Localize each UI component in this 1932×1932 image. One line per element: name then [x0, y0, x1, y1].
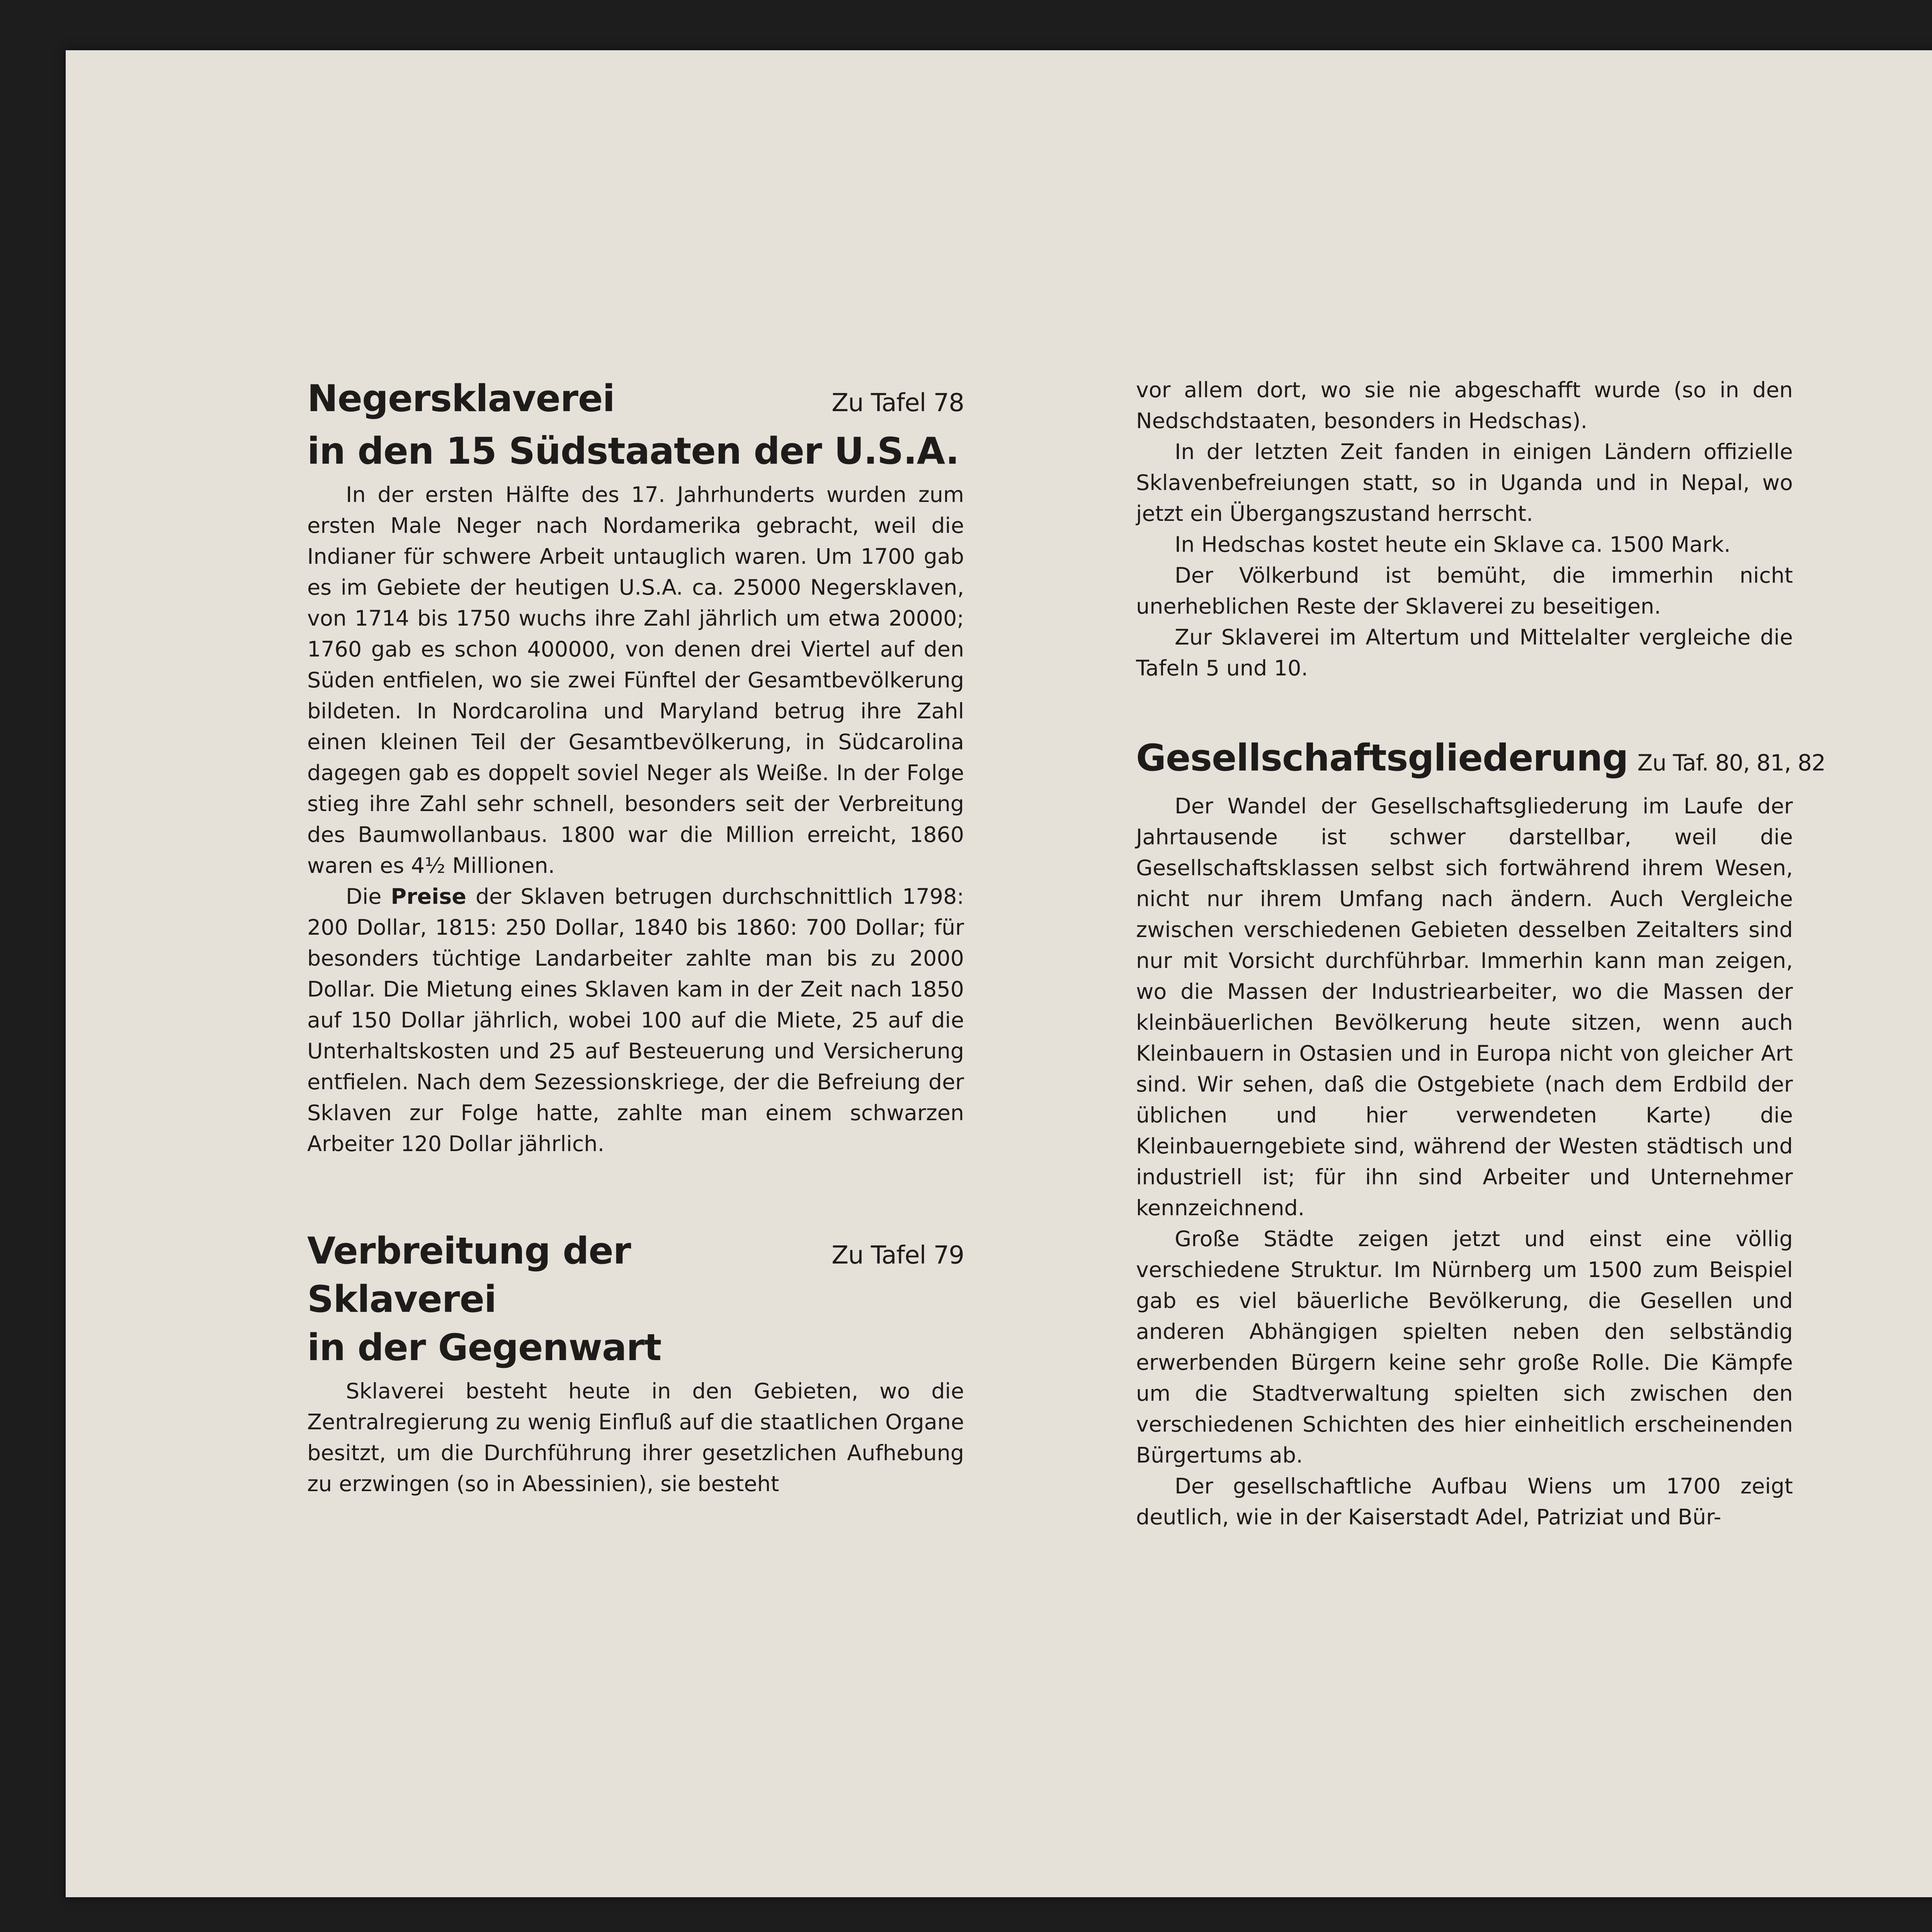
text-fragment: der Sklaven betrugen durchschnittlich 1798: 200 Dollar, 1815: 250 Dollar, 1840 bis 1860: 700 Dollar; für besonders tüchtige Landarbeiter zahlte man bis zu 2000 Dollar. Die Mietung eines Sklaven kam in der Zeit nach 1850 auf 150 Dollar jährlich, wobei 100 auf die Miete, 25 auf die Unterhaltskosten und 25 auf Besteuerung und Versicherung entfielen. Nach dem Sezessionskriege, der die Befreiung der Sklaven zur Folge hatte, zahlte man einem schwarzen Arbeiter 120 Dollar jährlich. — [307, 884, 964, 1156]
paragraph: Der Wandel der Gesellschaftsgliederung im Laufe der Jahrtausende ist schwer darstellbar, weil die Gesellschaftsklassen selbst sich fortwährend ihrem Wesen, nicht nur ihrem Umfang nach ändern. Auch Vergleiche zwischen verschiedenen Gebieten desselben Zeitalters sind nur mit Vorsicht durchführbar. Immerhin kann man zeigen, wo die Massen der Industriearbeiter, wo die Massen der kleinbäuerlichen Bevölkerung heute sitzen, wenn auch Kleinbauern in Ostasien und in Europa nicht von gleicher Art sind. Wir sehen, daß die Ostgebiete (nach dem Erdbild der üblichen und hier verwendeten Karte) die Kleinbauerngebiete sind, während der Westen städtisch und industriell ist; für ihn sind Arbeiter und Unternehmer kennzeichnend. — [1136, 794, 1793, 1221]
paragraph: In Hedschas kostet heute ein Sklave ca. 1500 Mark. — [1175, 532, 1731, 557]
page-sheet — [66, 50, 1932, 1897]
heading-line-2: in der Gegenwart — [307, 1327, 662, 1369]
section-heading-gesellschaftsgliederung — [1136, 734, 1826, 787]
heading-line-2: in den 15 Südstaaten der U.S.A. — [307, 430, 959, 473]
paragraph: vor allem dort, wo sie nie abgeschafft wurde (so in den Nedschdstaaten, besonders in Hedschas). — [1136, 378, 1793, 434]
heading-line-1: Negersklaverei — [307, 378, 615, 420]
paragraph: In der letzten Zeit fanden in einigen Ländern offizielle Sklavenbefreiungen statt, so in Uganda und in Nepal, wo jetzt ein Übergangszustand herrscht. — [1136, 439, 1793, 526]
column-left — [307, 375, 964, 1500]
paragraph: Der gesellschaftliche Aufbau Wiens um 1700 zeigt deutlich, wie in der Kaiserstadt Adel, Patriziat und Bür- — [1136, 1474, 1793, 1530]
paragraph: In der ersten Hälfte des 17. Jahrhunderts wurden zum ersten Male Neger nach Nordamerika gebracht, weil die Indianer für schwere Arbeit untauglich waren. Um 1700 gab es im Gebiete der heutigen U.S.A. ca. 25000 Negersklaven, von 1714 bis 1750 wuchs ihre Zahl jährlich um etwa 20000; 1760 gab es schon 400000, von denen drei Viertel auf den Süden entfielen, wo sie zwei Fünftel der Gesamtbevölkerung bildeten. In Nordcarolina und Maryland betrug ihre Zahl einen kleinen Teil der Gesamtbevölkerung, in Südcarolina dagegen gab es doppelt soviel Neger als Weiße. In der Folge stieg ihre Zahl sehr schnell, besonders seit der Verbreitung des Baumwollanbaus. 1800 war die Million erreicht, 1860 waren es 4½ Millionen. — [307, 482, 964, 878]
paragraph-prices — [307, 881, 964, 1160]
text-fragment: Die — [346, 884, 391, 909]
plate-reference: Zu Tafel 78 — [832, 389, 964, 417]
section-heading-verbreitung — [307, 1227, 964, 1372]
heading-line-1: Verbreitung der Sklaverei — [307, 1230, 631, 1321]
plate-reference: Zu Taf. 80, 81, 82 — [1637, 750, 1826, 776]
bold-term: Preise — [391, 884, 466, 909]
paragraph: Der Völkerbund ist bemüht, die immerhin nicht unerheblichen Reste der Sklaverei zu beseitigen. — [1136, 563, 1793, 619]
heading-line-1: Gesellschaftsgliederung — [1136, 737, 1628, 779]
section-heading-negersklaverei — [307, 375, 964, 476]
paragraph: Zur Sklaverei im Altertum und Mittelalter vergleiche die Tafeln 5 und 10. — [1136, 625, 1793, 681]
paragraph: Sklaverei besteht heute in den Gebieten, wo die Zentralregierung zu wenig Einfluß auf die staatlichen Organe besitzt, um die Durchführung ihrer gesetzlichen Aufhebung zu erzwingen (so in Abessinien), sie besteht — [307, 1379, 964, 1497]
column-middle — [1136, 375, 1826, 1533]
paragraph: Große Städte zeigen jetzt und einst eine völlig verschiedene Struktur. Im Nürnberg um 1500 zum Beispiel gab es viel bäuerliche Bevölkerung, die Gesellen und anderen Abhängigen spielten neben den selbständig erwerbenden Bürgern keine sehr große Rolle. Die Kämpfe um die Stadtverwaltung spielten sich zwischen den verschiedenen Schichten des hier einheitlich erscheinenden Bürgertums ab. — [1136, 1226, 1793, 1468]
plate-reference: Zu Tafel 79 — [832, 1241, 964, 1270]
